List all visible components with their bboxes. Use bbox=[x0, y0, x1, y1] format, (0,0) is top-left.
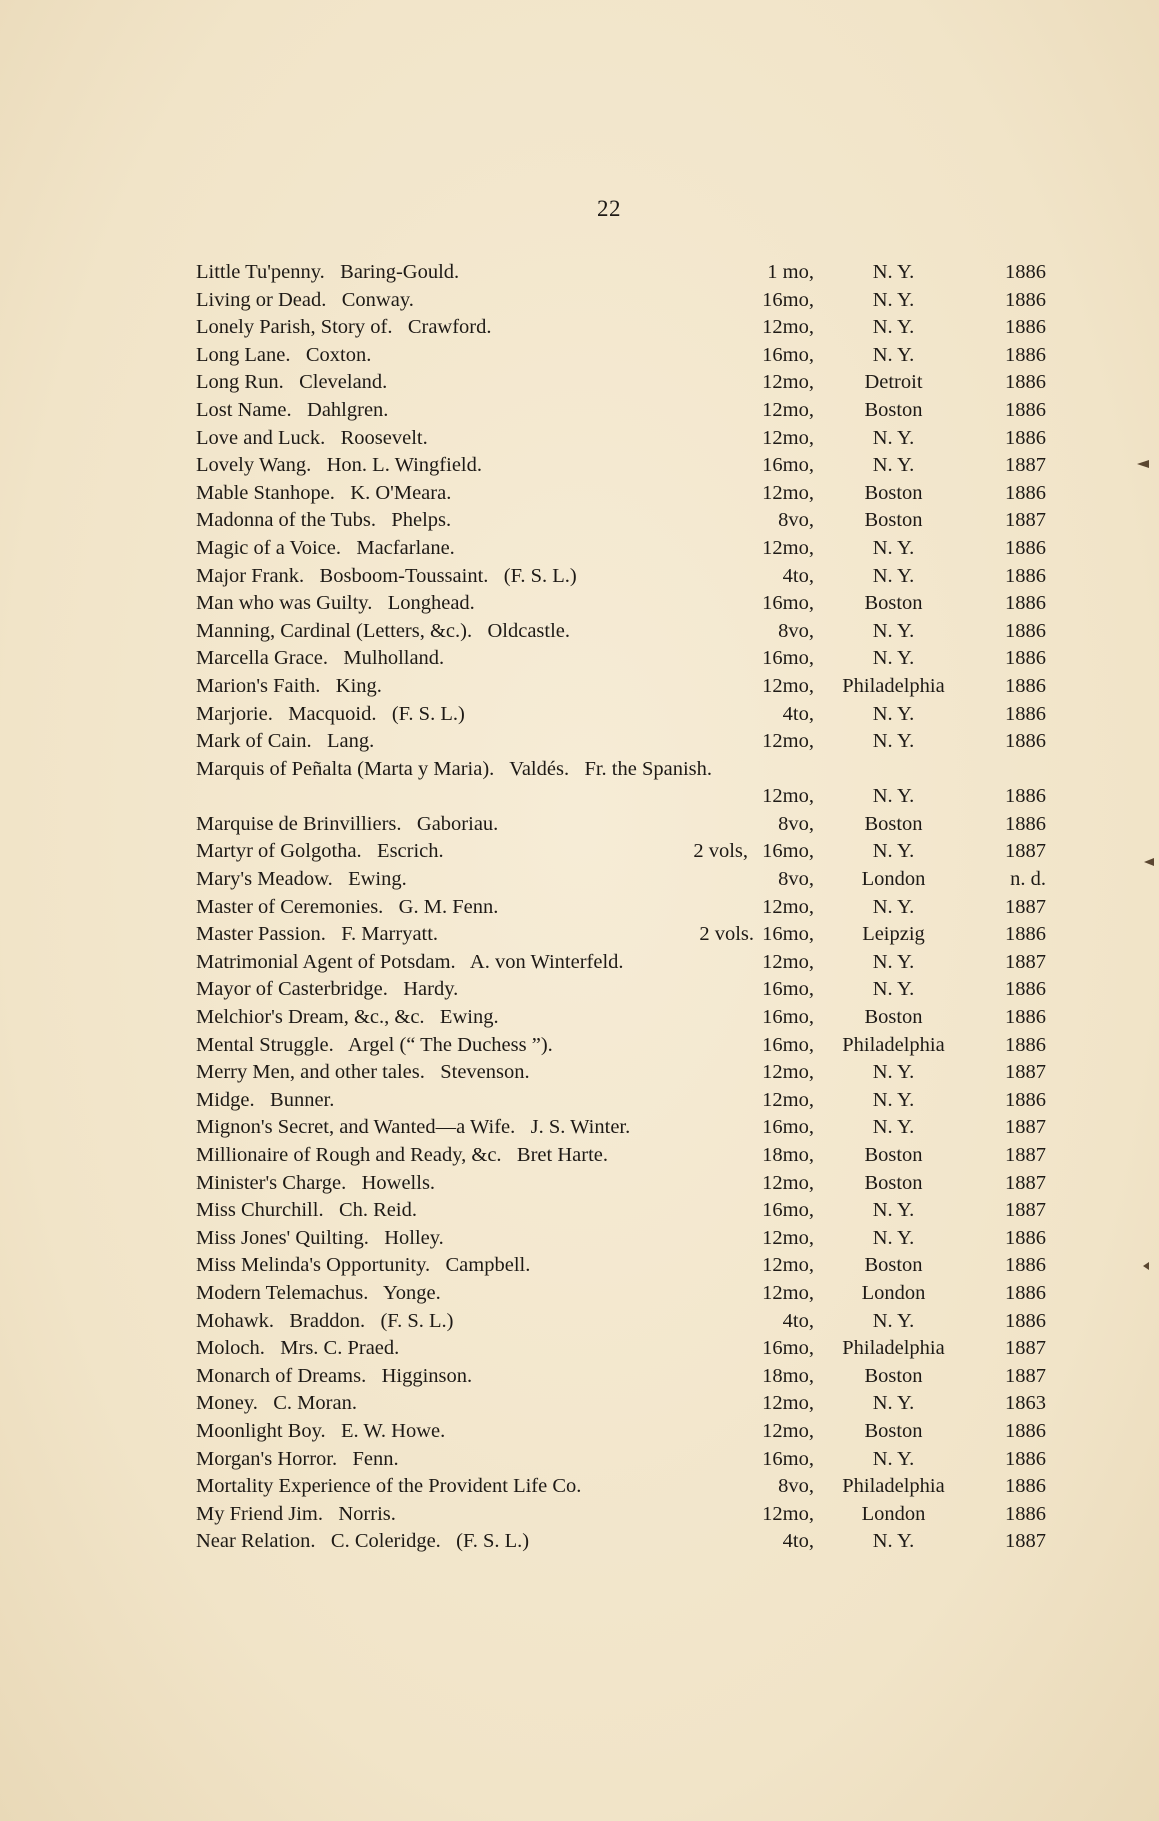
entry-format: 16mo, bbox=[762, 592, 814, 615]
entry-format: 12mo, bbox=[762, 1088, 814, 1111]
entry-title-author: Madonna of the Tubs. Phelps. bbox=[196, 509, 452, 532]
entry-title-author: Moloch. Mrs. C. Praed. bbox=[196, 1337, 400, 1360]
entry-format: 16mo, bbox=[762, 1199, 814, 1222]
entry-title-author: Matrimonial Agent of Potsdam. A. von Winterfeld. bbox=[196, 950, 624, 973]
entry-place: N. Y. bbox=[872, 978, 915, 1001]
entry-title-author: Mental Struggle. Argel (“ The Duchess ”). bbox=[196, 1033, 553, 1056]
list-item bbox=[196, 342, 1046, 370]
entry-format: 8vo, bbox=[778, 868, 814, 891]
entry-format: 16mo, bbox=[762, 1033, 814, 1056]
entry-year: 1886 bbox=[1005, 702, 1046, 725]
entry-year: 1886 bbox=[1005, 288, 1046, 311]
list-item bbox=[196, 397, 1046, 425]
entry-year: 1886 bbox=[1005, 536, 1046, 559]
entry-year: 1887 bbox=[1005, 1116, 1046, 1139]
entry-title-author: Midge. Bunner. bbox=[196, 1088, 335, 1111]
entry-format: 16mo, bbox=[762, 288, 814, 311]
entry-format: 16mo, bbox=[762, 647, 814, 670]
list-item bbox=[196, 1418, 1046, 1446]
entry-place: N. Y. bbox=[872, 785, 915, 808]
entry-format: 12mo, bbox=[762, 674, 814, 697]
entry-year: 1886 bbox=[1005, 481, 1046, 504]
list-item bbox=[196, 645, 1046, 673]
entry-title-author: Miss Churchill. Ch. Reid. bbox=[196, 1199, 417, 1222]
list-item bbox=[196, 1446, 1046, 1474]
list-item bbox=[196, 314, 1046, 342]
list-item bbox=[196, 783, 1046, 811]
margin-tab-mark bbox=[1143, 1262, 1149, 1270]
entry-place: Leipzig bbox=[862, 923, 925, 946]
entry-format: 16mo, bbox=[762, 978, 814, 1001]
entry-place: Boston bbox=[864, 398, 923, 421]
list-item bbox=[196, 728, 1046, 756]
entry-title-author: Mayor of Casterbridge. Hardy. bbox=[196, 978, 459, 1001]
entry-year: 1887 bbox=[1005, 1199, 1046, 1222]
entry-year: 1886 bbox=[1005, 343, 1046, 366]
entry-place: Boston bbox=[864, 1419, 923, 1442]
entry-title-author: Love and Luck. Roosevelt. bbox=[196, 426, 428, 449]
entry-format: 16mo, bbox=[762, 343, 814, 366]
list-item bbox=[196, 452, 1046, 480]
list-item bbox=[196, 811, 1046, 839]
entry-place: N. Y. bbox=[872, 647, 915, 670]
list-item bbox=[196, 618, 1046, 646]
page-number: 22 bbox=[597, 196, 621, 221]
margin-tab-mark bbox=[1137, 460, 1149, 468]
list-item bbox=[196, 480, 1046, 508]
entry-format: 12mo, bbox=[762, 785, 814, 808]
entry-title-author: Miss Jones' Quilting. Holley. bbox=[196, 1226, 444, 1249]
entry-place: N. Y. bbox=[872, 950, 915, 973]
entry-format: 12mo, bbox=[762, 371, 814, 394]
entry-year: 1886 bbox=[1005, 674, 1046, 697]
entry-title-author: Mable Stanhope. K. O'Meara. bbox=[196, 481, 452, 504]
entry-format: 12mo, bbox=[762, 316, 814, 339]
entry-place: N. Y. bbox=[872, 702, 915, 725]
list-item bbox=[196, 701, 1046, 729]
entry-year: 1886 bbox=[1005, 592, 1046, 615]
entry-year: 1887 bbox=[1005, 1530, 1046, 1553]
list-item bbox=[196, 838, 1046, 866]
entry-volumes: 2 vols. bbox=[699, 923, 754, 946]
entry-title-author: Monarch of Dreams. Higginson. bbox=[196, 1364, 473, 1387]
entry-place: Boston bbox=[864, 509, 923, 532]
entry-title-author: Merry Men, and other tales. Stevenson. bbox=[196, 1061, 530, 1084]
entry-format: 16mo, bbox=[762, 923, 814, 946]
entry-place: London bbox=[861, 1281, 926, 1304]
entry-title-author: Miss Melinda's Opportunity. Campbell. bbox=[196, 1254, 531, 1277]
entry-place: Philadelphia bbox=[842, 1033, 945, 1056]
entry-title-author: Modern Telemachus. Yonge. bbox=[196, 1281, 441, 1304]
entry-title-author: Near Relation. C. Coleridge. (F. S. L.) bbox=[196, 1530, 530, 1553]
entry-year: 1886 bbox=[1005, 1006, 1046, 1029]
entry-year: 1886 bbox=[1005, 923, 1046, 946]
list-item bbox=[196, 1142, 1046, 1170]
list-item bbox=[196, 866, 1046, 894]
entry-format: 12mo, bbox=[762, 1392, 814, 1415]
entry-year: 1886 bbox=[1005, 1254, 1046, 1277]
entry-place: N. Y. bbox=[872, 730, 915, 753]
entry-place: N. Y. bbox=[872, 1199, 915, 1222]
entry-format: 12mo, bbox=[762, 398, 814, 421]
entry-format: 12mo, bbox=[762, 536, 814, 559]
entry-title-author: My Friend Jim. Norris. bbox=[196, 1502, 396, 1525]
entry-format: 16mo, bbox=[762, 454, 814, 477]
entry-place: Boston bbox=[864, 812, 923, 835]
entry-place: N. Y. bbox=[872, 564, 915, 587]
entry-title-author: Marjorie. Macquoid. (F. S. L.) bbox=[196, 702, 465, 725]
entry-year: 1886 bbox=[1005, 978, 1046, 1001]
entry-place: N. Y. bbox=[872, 426, 915, 449]
entry-year: 1887 bbox=[1005, 454, 1046, 477]
entry-format: 12mo, bbox=[762, 1171, 814, 1194]
entry-title-author: Major Frank. Bosboom-Toussaint. (F. S. L.) bbox=[196, 564, 577, 587]
entry-title-author: Marquise de Brinvilliers. Gaboriau. bbox=[196, 812, 499, 835]
list-item bbox=[196, 1225, 1046, 1253]
list-item bbox=[196, 1473, 1046, 1501]
entry-year: 1886 bbox=[1005, 1502, 1046, 1525]
list-item bbox=[196, 921, 1046, 949]
entry-title-author: Melchior's Dream, &c., &c. Ewing. bbox=[196, 1006, 499, 1029]
list-item bbox=[196, 1197, 1046, 1225]
entry-year: 1886 bbox=[1005, 564, 1046, 587]
entry-place: N. Y. bbox=[872, 454, 915, 477]
entry-format: 12mo, bbox=[762, 1226, 814, 1249]
entry-title-author: Little Tu'penny. Baring-Gould. bbox=[196, 261, 460, 283]
entry-title-author: Master of Ceremonies. G. M. Fenn. bbox=[196, 895, 499, 918]
entry-title-author: Mohawk. Braddon. (F. S. L.) bbox=[196, 1309, 454, 1332]
entry-format: 12mo, bbox=[762, 730, 814, 753]
entry-place: N. Y. bbox=[872, 1447, 915, 1470]
entry-format: 12mo, bbox=[762, 1254, 814, 1277]
entry-title-author: Manning, Cardinal (Letters, &c.). Oldcastle. bbox=[196, 619, 571, 642]
entry-title-author: Money. C. Moran. bbox=[196, 1392, 357, 1415]
margin-tab-mark bbox=[1144, 858, 1154, 866]
entry-title-author: Master Passion. F. Marryatt. bbox=[196, 923, 439, 946]
entry-place: N. Y. bbox=[872, 1088, 915, 1111]
entry-place: Philadelphia bbox=[842, 1475, 945, 1498]
entry-format: 12mo, bbox=[762, 950, 814, 973]
entry-year: 1886 bbox=[1005, 426, 1046, 449]
entry-place: Boston bbox=[864, 592, 923, 615]
book-list bbox=[196, 259, 1046, 1556]
entry-year: n. d. bbox=[1010, 868, 1046, 891]
entry-title-author: Marcella Grace. Mulholland. bbox=[196, 647, 445, 670]
list-item bbox=[196, 976, 1046, 1004]
entry-format: 12mo, bbox=[762, 1419, 814, 1442]
entry-title-author: Martyr of Golgotha. Escrich. bbox=[196, 840, 444, 863]
entry-year: 1886 bbox=[1005, 785, 1046, 808]
entry-format: 4to, bbox=[782, 1309, 814, 1332]
entry-place: London bbox=[861, 1502, 926, 1525]
entry-place: N. Y. bbox=[872, 288, 915, 311]
entry-year: 1886 bbox=[1005, 1419, 1046, 1442]
list-item bbox=[196, 1004, 1046, 1032]
entry-year: 1886 bbox=[1005, 619, 1046, 642]
entry-year: 1886 bbox=[1005, 1309, 1046, 1332]
entry-year: 1886 bbox=[1005, 1226, 1046, 1249]
list-item bbox=[196, 369, 1046, 397]
entry-year: 1887 bbox=[1005, 895, 1046, 918]
entry-format: 16mo, bbox=[762, 1447, 814, 1470]
list-item bbox=[196, 756, 1046, 784]
entry-year: 1886 bbox=[1005, 1088, 1046, 1111]
entry-place: N. Y. bbox=[872, 1309, 915, 1332]
list-item bbox=[196, 894, 1046, 922]
entry-title-author: Millionaire of Rough and Ready, &c. Bret Harte. bbox=[196, 1144, 608, 1166]
entry-year: 1886 bbox=[1005, 1447, 1046, 1470]
entry-place: N. Y. bbox=[872, 840, 915, 863]
entry-place: Boston bbox=[864, 1006, 923, 1029]
entry-place: N. Y. bbox=[872, 1061, 915, 1084]
entry-place: N. Y. bbox=[872, 619, 915, 642]
entry-title-author: Long Run. Cleveland. bbox=[196, 371, 388, 394]
entry-year: 1887 bbox=[1005, 1364, 1046, 1387]
entry-format: 12mo, bbox=[762, 426, 814, 449]
entry-year: 1886 bbox=[1005, 261, 1046, 283]
entry-year: 1886 bbox=[1005, 316, 1046, 339]
list-item bbox=[196, 287, 1046, 315]
entry-year: 1886 bbox=[1005, 730, 1046, 753]
entry-title-author: Mignon's Secret, and Wanted—a Wife. J. S. Winter. bbox=[196, 1116, 631, 1139]
entry-year: 1887 bbox=[1005, 1337, 1046, 1360]
entry-format: 4to, bbox=[782, 564, 814, 587]
list-item bbox=[196, 425, 1046, 453]
list-item bbox=[196, 535, 1046, 563]
entry-title-author: Moonlight Boy. E. W. Howe. bbox=[196, 1419, 446, 1442]
list-item bbox=[196, 1059, 1046, 1087]
entry-volumes: 2 vols, bbox=[693, 840, 748, 863]
entry-title-author: Man who was Guilty. Longhead. bbox=[196, 592, 475, 615]
entry-title-author: Lovely Wang. Hon. L. Wingfield. bbox=[196, 454, 482, 477]
entry-year: 1887 bbox=[1005, 840, 1046, 863]
list-item bbox=[196, 507, 1046, 535]
entry-year: 1886 bbox=[1005, 1033, 1046, 1056]
list-item bbox=[196, 1087, 1046, 1115]
entry-place: Boston bbox=[864, 481, 923, 504]
entry-format: 8vo, bbox=[778, 619, 814, 642]
entry-place: N. Y. bbox=[872, 261, 915, 283]
entry-title-author: Lost Name. Dahlgren. bbox=[196, 398, 389, 421]
entry-place: Philadelphia bbox=[842, 1337, 945, 1360]
entry-title-author: Magic of a Voice. Macfarlane. bbox=[196, 536, 455, 559]
entry-format: 12mo, bbox=[762, 895, 814, 918]
entry-format: 4to, bbox=[782, 1530, 814, 1553]
entry-title-author: Marion's Faith. King. bbox=[196, 674, 382, 697]
entry-format: 12mo, bbox=[762, 1061, 814, 1084]
entry-place: Boston bbox=[864, 1144, 923, 1166]
entry-format: 16mo, bbox=[762, 840, 814, 863]
list-item bbox=[196, 1308, 1046, 1336]
entry-title-author: Long Lane. Coxton. bbox=[196, 343, 372, 366]
entry-format: 12mo, bbox=[762, 1281, 814, 1304]
entry-year: 1887 bbox=[1005, 1171, 1046, 1194]
entry-place: N. Y. bbox=[872, 1530, 915, 1553]
list-item bbox=[196, 1501, 1046, 1529]
entry-year: 1887 bbox=[1005, 1144, 1046, 1166]
entry-year: 1886 bbox=[1005, 647, 1046, 670]
entry-format: 1 mo, bbox=[767, 261, 814, 283]
entry-place: N. Y. bbox=[872, 1226, 915, 1249]
list-item bbox=[196, 1280, 1046, 1308]
entry-format: 12mo, bbox=[762, 481, 814, 504]
entry-format: 16mo, bbox=[762, 1006, 814, 1029]
entry-format: 4to, bbox=[782, 702, 814, 725]
list-item bbox=[196, 1528, 1046, 1556]
entry-format: 8vo, bbox=[778, 509, 814, 532]
entry-place: Detroit bbox=[864, 371, 923, 394]
entry-title-author: Mary's Meadow. Ewing. bbox=[196, 868, 407, 891]
entry-place: N. Y. bbox=[872, 895, 915, 918]
list-item bbox=[196, 1252, 1046, 1280]
entry-year: 1887 bbox=[1005, 950, 1046, 973]
entry-format: 16mo, bbox=[762, 1337, 814, 1360]
entry-place: Boston bbox=[864, 1364, 923, 1387]
entry-title-author: Mortality Experience of the Provident Life Co. bbox=[196, 1475, 582, 1498]
entry-format: 16mo, bbox=[762, 1116, 814, 1139]
entry-year: 1886 bbox=[1005, 812, 1046, 835]
list-item bbox=[196, 673, 1046, 701]
entry-title-author: Minister's Charge. Howells. bbox=[196, 1171, 436, 1194]
entry-year: 1886 bbox=[1005, 1281, 1046, 1304]
entry-year: 1887 bbox=[1005, 509, 1046, 532]
entry-title-author: Lonely Parish, Story of. Crawford. bbox=[196, 316, 492, 339]
list-item bbox=[196, 1032, 1046, 1060]
entry-place: N. Y. bbox=[872, 343, 915, 366]
entry-title-author: Morgan's Horror. Fenn. bbox=[196, 1447, 399, 1470]
entry-place: N. Y. bbox=[872, 1116, 915, 1139]
list-item bbox=[196, 590, 1046, 618]
entry-place: N. Y. bbox=[872, 1392, 915, 1415]
entry-place: Boston bbox=[864, 1254, 923, 1277]
entry-format: 8vo, bbox=[778, 812, 814, 835]
list-item bbox=[196, 563, 1046, 591]
entry-format: 8vo, bbox=[778, 1475, 814, 1498]
list-item bbox=[196, 1114, 1046, 1142]
list-item bbox=[196, 1170, 1046, 1198]
entry-year: 1886 bbox=[1005, 371, 1046, 394]
list-item bbox=[196, 949, 1046, 977]
list-item bbox=[196, 1363, 1046, 1391]
entry-title-author: Marquis of Peñalta (Marta y Maria). Valdés. Fr. the Spanish. bbox=[196, 757, 713, 780]
entry-year: 1863 bbox=[1005, 1392, 1046, 1415]
list-item bbox=[196, 259, 1046, 287]
entry-place: Philadelphia bbox=[842, 674, 945, 697]
entry-title-author: Living or Dead. Conway. bbox=[196, 288, 414, 311]
entry-place: N. Y. bbox=[872, 316, 915, 339]
entry-year: 1886 bbox=[1005, 1475, 1046, 1498]
list-item bbox=[196, 1335, 1046, 1363]
entry-year: 1887 bbox=[1005, 1061, 1046, 1084]
entry-place: N. Y. bbox=[872, 536, 915, 559]
entry-format: 18mo, bbox=[762, 1144, 814, 1166]
entry-format: 12mo, bbox=[762, 1502, 814, 1525]
list-item bbox=[196, 1390, 1046, 1418]
entry-title-author: Mark of Cain. Lang. bbox=[196, 730, 375, 753]
entry-place: Boston bbox=[864, 1171, 923, 1194]
entry-year: 1886 bbox=[1005, 398, 1046, 421]
entry-format: 18mo, bbox=[762, 1364, 814, 1387]
entry-place: London bbox=[861, 868, 926, 891]
